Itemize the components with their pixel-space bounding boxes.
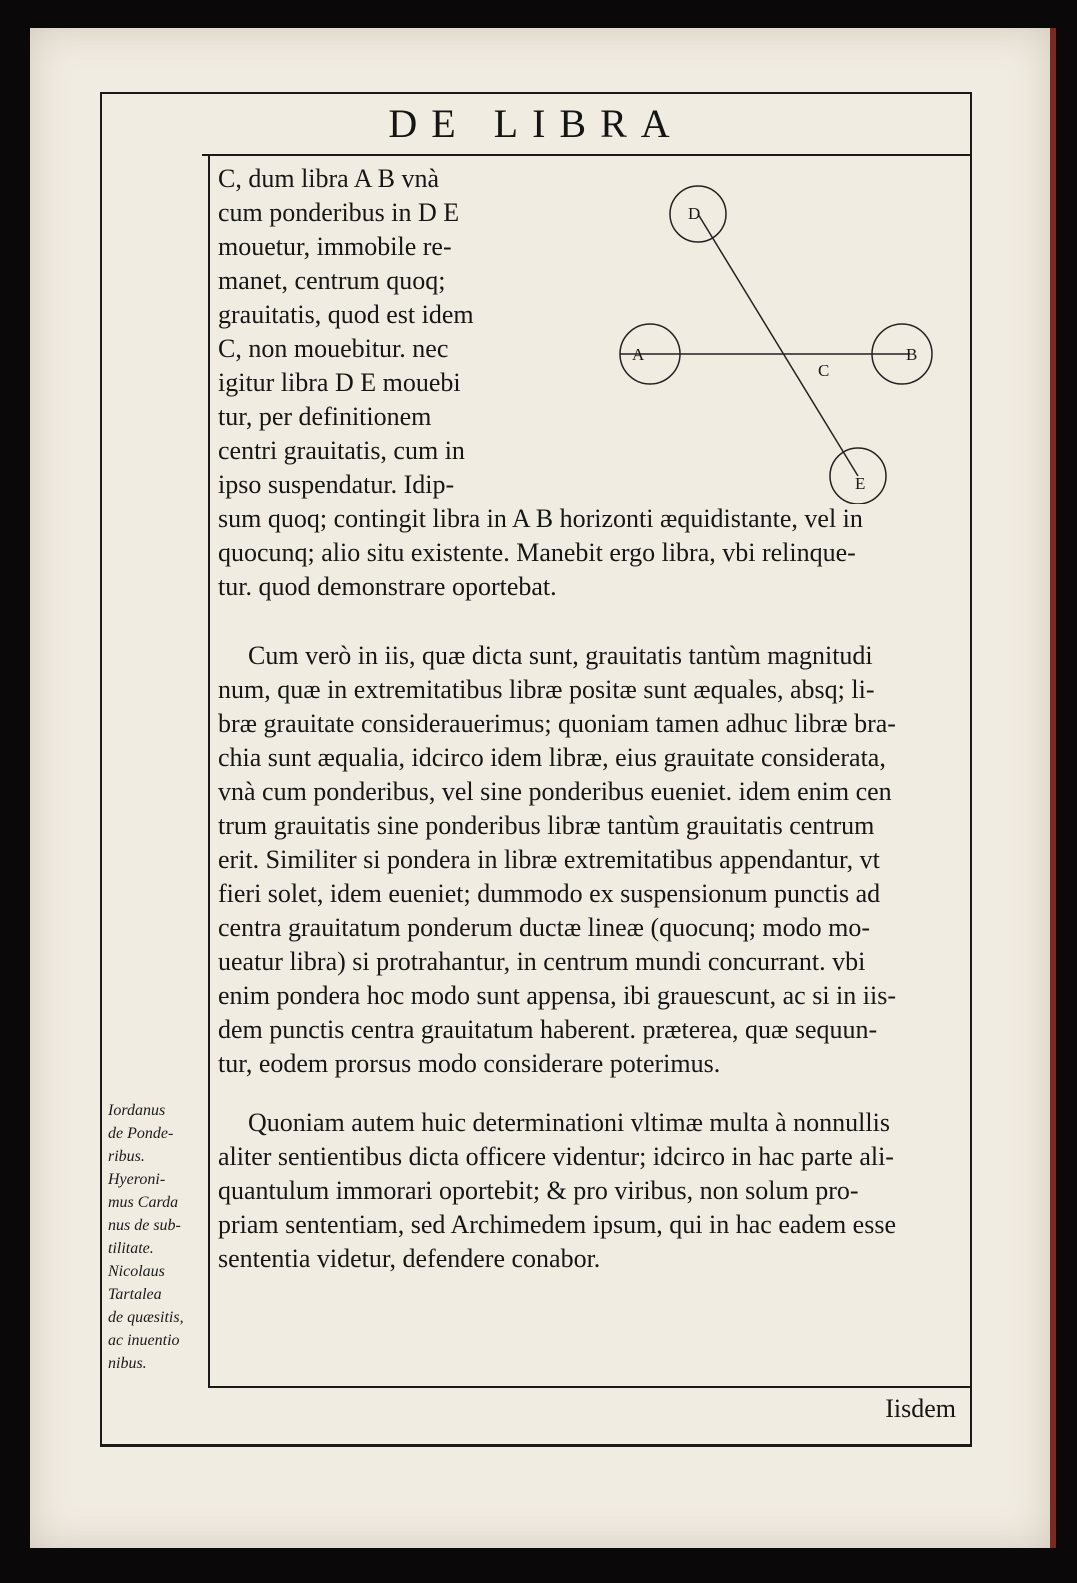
text-frame <box>100 92 972 1447</box>
heading-rule <box>202 154 970 156</box>
text-line: centri grauitatis, cum in <box>218 436 465 465</box>
note-line: mus Carda <box>108 1194 179 1211</box>
note-line: ac inuentio <box>108 1332 180 1349</box>
text-line: ueatur libra) si protrahantur, in centrum mundi concurrant. vbi <box>218 947 866 976</box>
text-line: enim pondera hoc modo sunt appensa, ibi grauescunt, ac si in iis- <box>218 981 897 1010</box>
text-line: tur, eodem prorsus modo considerare poterimus. <box>218 1049 721 1078</box>
text-line: dem punctis centra grauitatum haberent. præterea, quæ sequun- <box>218 1015 878 1044</box>
page-heading: DE LIBRA <box>388 101 684 146</box>
text-line: tur, per definitionem <box>218 402 432 431</box>
text-line: tur. quod demonstrare oportebat. <box>218 572 557 601</box>
note-line: de Ponde- <box>108 1125 174 1142</box>
note-line: de quæsitis, <box>108 1309 184 1326</box>
text-line: Cum verò in iis, quæ dicta sunt, grauitatis tantùm magnitudi <box>248 641 873 670</box>
text-line: quocunq; alio situ existente. Manebit ergo libra, vbi relinque- <box>218 538 856 567</box>
text-line: grauitatis, quod est idem <box>218 300 474 329</box>
text-line: quantulum immorari oportebit; & pro viribus, non solum pro- <box>218 1176 859 1205</box>
text-line: ipso suspendatur. Idip- <box>218 470 455 499</box>
text-line: sententia videtur, defendere conabor. <box>218 1244 601 1273</box>
text-line: centra grauitatum ponderum ductæ lineæ (quocunq; modo mo- <box>218 913 871 942</box>
label-c: C <box>818 361 830 380</box>
label-e: E <box>855 474 866 493</box>
text-line: num, quæ in extremitatibus libræ positæ sunt æquales, absq; li- <box>218 675 875 704</box>
text-line: Quoniam autem huic determinationi vltimæ multa à nonnullis <box>248 1108 890 1137</box>
note-line: Iordanus <box>108 1102 166 1119</box>
note-line: Tartalea <box>108 1286 162 1303</box>
beam-de <box>698 214 858 476</box>
text-line: aliter sentientibus dicta officere videntur; idcirco in hac parte ali- <box>218 1142 894 1171</box>
balance-diagram <box>590 184 940 504</box>
note-line: nus de sub- <box>108 1217 181 1234</box>
label-d: D <box>688 204 701 223</box>
text-line: cum ponderibus in D E <box>218 198 460 227</box>
note-line: ribus. <box>108 1148 145 1165</box>
paragraph-3 <box>218 1106 960 1276</box>
note-line: nibus. <box>108 1355 147 1372</box>
text-line: C, dum libra A B vnà <box>218 164 439 193</box>
text-line: bræ grauitate considerauerimus; quoniam tamen adhuc libræ bra- <box>218 709 896 738</box>
text-line: C, non mouebitur. nec <box>218 334 449 363</box>
bottom-rule <box>208 1386 970 1388</box>
catchword: Iisdem <box>885 1394 956 1423</box>
text-line: igitur libra D E mouebi <box>218 368 461 397</box>
text-line: sum quoq; contingit libra in A B horizonti æquidistante, vel in <box>218 504 863 533</box>
note-line: Hyeroni- <box>108 1171 166 1188</box>
margin-note <box>108 1099 204 1375</box>
label-b: B <box>906 345 918 364</box>
text-line: priam sententiam, sed Archimedem ipsum, qui in hac eadem esse <box>218 1210 896 1239</box>
text-line: vnà cum ponderibus, vel sine ponderibus eueniet. idem enim cen <box>218 777 892 806</box>
label-a: A <box>632 345 645 364</box>
text-line: erit. Similiter si pondera in libræ extremitatibus appendantur, vt <box>218 845 880 874</box>
text-line: trum grauitatis sine ponderibus libræ tantùm grauitatis centrum <box>218 811 875 840</box>
text-line: mouetur, immobile re- <box>218 232 452 261</box>
paragraph-2 <box>218 639 960 1081</box>
text-line: chia sunt æqualia, idcirco idem libræ, eius grauitate considerata, <box>218 743 886 772</box>
note-line: tilitate. <box>108 1240 154 1257</box>
book-page <box>30 28 1056 1548</box>
note-line: Nicolaus <box>108 1263 165 1280</box>
text-line: fieri solet, idem eueniet; dummodo ex suspensionum punctis ad <box>218 879 881 908</box>
text-line: manet, centrum quoq; <box>218 266 446 295</box>
margin-rule <box>208 156 210 1386</box>
